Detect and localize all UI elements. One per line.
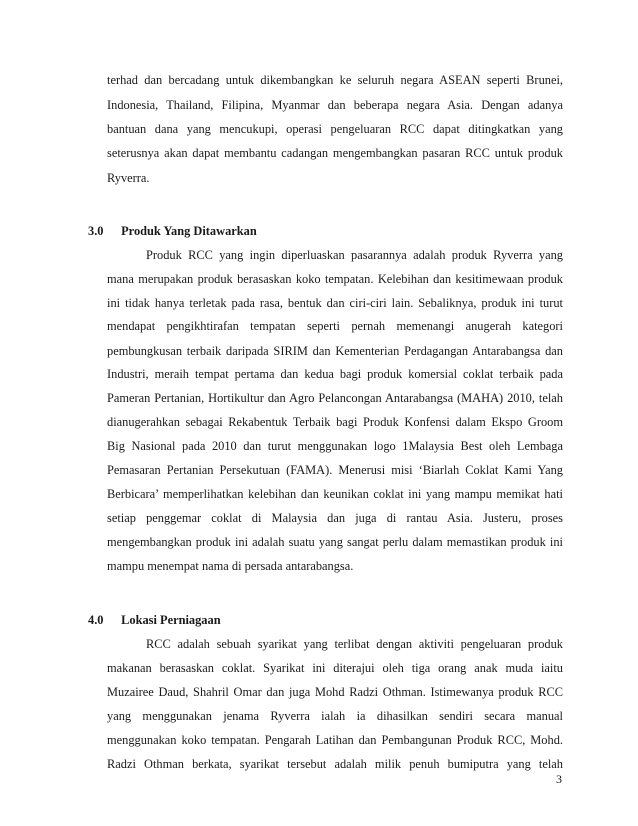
paragraph-line: Radzi Othman berkata, syarikat tersebut adalah milik penuh bumiputra yang telah <box>107 757 563 771</box>
paragraph-line: Big Nasional pada 2010 dan turut menggunakan logo 1Malaysia Best oleh Lembaga <box>107 439 563 453</box>
paragraph-line: dianugerahkan sebagai Rekabentuk Terbaik bagi Produk Konfensi dalam Ekspo Groom <box>107 415 563 429</box>
paragraph-line: Pameran Pertanian, Hortikultur dan Agro Pelancongan Antarabangsa (MAHA) 2010, telah <box>107 391 563 405</box>
paragraph-line: Produk RCC yang ingin diperluaskan pasarannya adalah produk Ryverra yang <box>146 248 563 262</box>
section-title: Lokasi Perniagaan <box>121 613 221 627</box>
section-heading <box>88 223 257 239</box>
paragraph-line: Industri, meraih tempat pertama dan kedua bagi produk komersial coklat terbaik pada <box>107 367 563 381</box>
paragraph-line: Ryverra. <box>107 171 150 185</box>
paragraph-line: Muzairee Daud, Shahril Omar dan juga Mohd Radzi Othman. Istimewanya produk RCC <box>107 685 563 699</box>
paragraph-line: yang menggunakan jenama Ryverra ialah ia dihasilkan sendiri secara manual <box>107 709 563 723</box>
paragraph-line: mengembangkan produk ini adalah suatu yang sangat perlu dalam memastikan produk ini <box>107 535 563 549</box>
paragraph-line: ini tidak hanya terletak pada rasa, bentuk dan ciri-ciri lain. Sebaliknya, produk ini turut <box>107 296 563 310</box>
paragraph-line: terhad dan bercadang untuk dikembangkan ke seluruh negara ASEAN seperti Brunei, <box>107 73 563 87</box>
section-heading <box>88 612 221 628</box>
section-number: 4.0 <box>88 613 104 627</box>
paragraph-line: Pemasaran Pertanian Persekutuan (FAMA). Menerusi misi ‘Biarlah Coklat Kami Yang <box>107 463 563 477</box>
paragraph-line: mana merupakan produk berasaskan koko tempatan. Kelebihan dan kesitimewaan produk <box>107 272 563 286</box>
paragraph-line: seterusnya akan dapat membantu cadangan mengembangkan pasaran RCC untuk produk <box>107 146 563 160</box>
paragraph-line: setiap penggemar coklat di Malaysia dan juga di rantau Asia. Justeru, proses <box>107 511 563 525</box>
page-number: 3 <box>556 772 562 786</box>
paragraph-line: makanan berasaskan coklat. Syarikat ini diterajui oleh tiga orang anak muda iaitu <box>107 661 563 675</box>
paragraph-line: mendapat pengikhtirafan tempatan seperti pernah memenangi anugerah kategori <box>107 319 563 333</box>
paragraph-line: Berbicara’ memperlihatkan kelebihan dan keunikan coklat ini yang mampu memikat hati <box>107 487 563 501</box>
paragraph-line: pembungkusan terbaik daripada SIRIM dan Kementerian Perdagangan Antarabangsa dan <box>107 344 563 358</box>
paragraph-line: Indonesia, Thailand, Filipina, Myanmar dan beberapa negara Asia. Dengan adanya <box>107 98 563 112</box>
section-number: 3.0 <box>88 224 104 238</box>
section-title: Produk Yang Ditawarkan <box>121 224 257 238</box>
paragraph-line: RCC adalah sebuah syarikat yang terlibat dengan aktiviti pengeluaran produk <box>146 637 563 651</box>
paragraph-line: bantuan dana yang mencukupi, operasi pengeluaran RCC dapat ditingkatkan yang <box>107 122 563 136</box>
paragraph-line: mampu menempat nama di persada antarabangsa. <box>107 559 354 573</box>
paragraph-line: menggunakan koko tempatan. Pengarah Latihan dan Pembangunan Produk RCC, Mohd. <box>107 733 563 747</box>
